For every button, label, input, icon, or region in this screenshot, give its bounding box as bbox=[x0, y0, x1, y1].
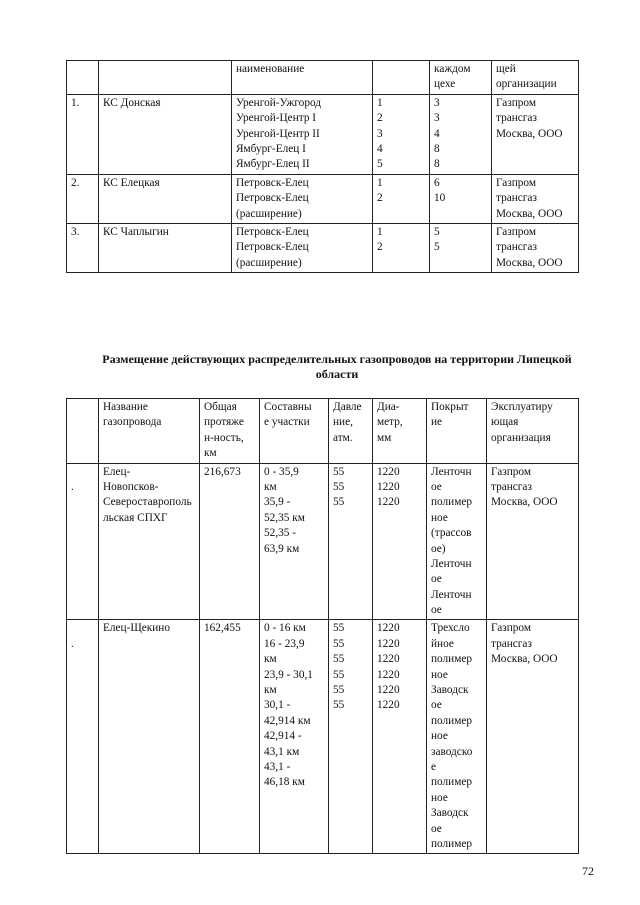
pipeline-names: Петровск-Елец Петровск-Елец (расширение) bbox=[232, 174, 373, 223]
header-cell: Эксплуатиру ющая организация bbox=[487, 399, 579, 464]
operator-name: Газпром трансгаз Москва, ООО bbox=[492, 174, 579, 223]
shop-numbers: 1 2 bbox=[373, 174, 430, 223]
station-name: КС Елецкая bbox=[99, 174, 232, 223]
row-number: . bbox=[67, 463, 99, 620]
row-number: 3. bbox=[67, 223, 99, 272]
header-cell bbox=[67, 61, 99, 95]
pipeline-sections: 0 - 35,9 км 35,9 - 52,35 км 52,35 - 63,9 км bbox=[260, 463, 329, 620]
row-number: 1. bbox=[67, 94, 99, 174]
header-cell bbox=[373, 61, 430, 95]
page-number: 72 bbox=[582, 864, 594, 878]
table-row bbox=[67, 223, 579, 272]
pipeline-name: Елец-Щекино bbox=[99, 620, 200, 854]
pipeline-coating: Ленточн ое полимер ное (трассов ое) Ленточн ое Ленточн ое bbox=[427, 463, 487, 620]
header-cell: Давле ние, атм. bbox=[329, 399, 373, 464]
pipeline-length: 216,673 bbox=[200, 463, 260, 620]
unit-counts: 6 10 bbox=[430, 174, 492, 223]
pipeline-names: Уренгой-Ужгород Уренгой-Центр I Уренгой-Центр II Ямбург-Елец I Ямбург-Елец II bbox=[232, 94, 373, 174]
operator-name: Газпром трансгаз Москва, ООО bbox=[487, 463, 579, 620]
pipeline-names: Петровск-Елец Петровск-Елец (расширение) bbox=[232, 223, 373, 272]
header-cell: Диа- метр, мм bbox=[373, 399, 427, 464]
row-number: 2. bbox=[67, 174, 99, 223]
operator-name: Газпром трансгаз Москва, ООО bbox=[487, 620, 579, 854]
table-row bbox=[67, 463, 579, 620]
header-cell: наименование bbox=[232, 61, 373, 95]
section-title: Размещение действующих распределительных газопроводов на территории Липецкой области bbox=[102, 352, 572, 381]
unit-counts: 5 5 bbox=[430, 223, 492, 272]
shop-numbers: 1 2 3 4 5 bbox=[373, 94, 430, 174]
unit-counts: 3 3 4 8 8 bbox=[430, 94, 492, 174]
header-cell: Общая протяже н-ность, км bbox=[200, 399, 260, 464]
shop-numbers: 1 2 bbox=[373, 223, 430, 272]
station-name: КС Донская bbox=[99, 94, 232, 174]
pipeline-diameter: 1220 1220 1220 1220 1220 1220 bbox=[373, 620, 427, 854]
pipeline-diameter: 1220 1220 1220 bbox=[373, 463, 427, 620]
header-cell bbox=[99, 61, 232, 95]
header-cell: Название газопровода bbox=[99, 399, 200, 464]
pipeline-coating: Трехсло йное полимер ное Заводск ое полимер ное заводско е полимер ное Заводск ое полимер bbox=[427, 620, 487, 854]
station-name: КС Чаплыгин bbox=[99, 223, 232, 272]
pipeline-pressure: 55 55 55 bbox=[329, 463, 373, 620]
table-header-row bbox=[67, 61, 579, 95]
table-row bbox=[67, 620, 579, 854]
pipeline-length: 162,455 bbox=[200, 620, 260, 854]
header-cell: Составны е участки bbox=[260, 399, 329, 464]
row-number: . bbox=[67, 620, 99, 854]
pipelines-table bbox=[66, 398, 579, 854]
table-row bbox=[67, 94, 579, 174]
compressor-stations-table bbox=[66, 60, 579, 273]
table-header-row bbox=[67, 399, 579, 464]
header-cell: Покрыт ие bbox=[427, 399, 487, 464]
operator-name: Газпром трансгаз Москва, ООО bbox=[492, 94, 579, 174]
table-row bbox=[67, 174, 579, 223]
pipeline-sections: 0 - 16 км 16 - 23,9 км 23,9 - 30,1 км 30,1 - 42,914 км 42,914 - 43,1 км 43,1 - 46,18 км bbox=[260, 620, 329, 854]
header-cell bbox=[67, 399, 99, 464]
pipeline-pressure: 55 55 55 55 55 55 bbox=[329, 620, 373, 854]
operator-name: Газпром трансгаз Москва, ООО bbox=[492, 223, 579, 272]
header-cell: каждом цехе bbox=[430, 61, 492, 95]
pipeline-name: Елец- Новопсков- Североставрополь льская СПХГ bbox=[99, 463, 200, 620]
header-cell: щей организации bbox=[492, 61, 579, 95]
